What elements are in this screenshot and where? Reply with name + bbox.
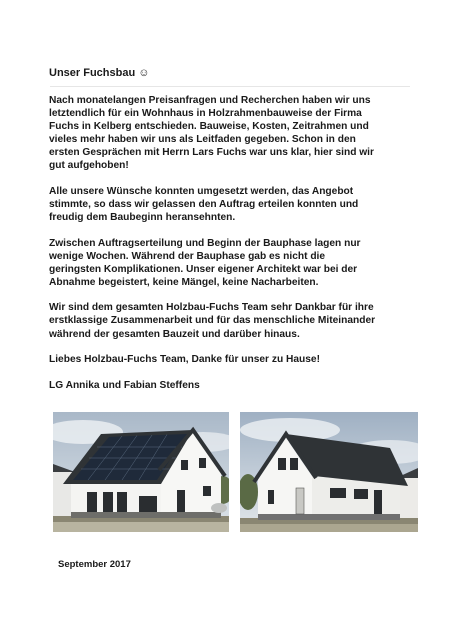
text-line: LG Annika und Fabian Steffens (49, 379, 200, 391)
text-line: letztendlich für ein Wohnhaus in Holzrahmenbauweise der Firma (49, 108, 362, 120)
text-line: vieles mehr haben wir uns als Leitfaden gegeben. Schon in den (49, 134, 356, 146)
text-line: während der gesamten Bauzeit und darüber hinaus. (49, 328, 300, 340)
paragraph (49, 237, 411, 289)
paragraph (49, 94, 411, 173)
text-line: ersten Gesprächen mit Herrn Lars Fuchs war uns klar, hier sind wir (49, 147, 374, 159)
signature (49, 379, 411, 392)
text-line: Zwischen Auftragserteilung und Beginn der Bauphase lagen nur (49, 237, 361, 249)
text-line: Fuchs in Kelberg entschieden. Bauweise, Kosten, Zeitrahmen und (49, 121, 369, 133)
text-line: Wir sind dem gesamten Holzbau-Fuchs Team sehr Dankbar für ihre (49, 302, 374, 314)
text-line: Abnahme begeistert, keine Mängel, keine Nacharbeiten. (49, 276, 319, 288)
top-rule (50, 86, 410, 87)
text-line: stimmte, so dass wir gelassen den Auftrag erteilen konnten und (49, 199, 359, 211)
document-date: September 2017 (58, 559, 131, 570)
document-body (49, 94, 411, 404)
document-title: Unser Fuchsbau ☺ (49, 67, 150, 79)
paragraph (49, 353, 411, 366)
text-line: freudig dem Baubeginn heransehnten. (49, 212, 236, 224)
text-line: erstklassige Zusammenarbeit und für das menschliche Miteinander (49, 315, 376, 327)
text-line: Alle unsere Wünsche konnten umgesetzt werden, das Angebot (49, 185, 354, 197)
text-line: gut aufgehoben! (49, 160, 129, 172)
house-solar-illustration (53, 412, 229, 532)
house-photo-solar (53, 412, 229, 532)
text-line: Liebes Holzbau-Fuchs Team, Danke für unser zu Hause! (49, 354, 320, 366)
paragraph (49, 301, 411, 340)
house-photo-side (240, 412, 418, 532)
paragraph (49, 185, 411, 224)
house-side-illustration (240, 412, 418, 532)
text-line: geringsten Komplikationen. Unser eigener Architekt war bei der (49, 263, 358, 275)
text-line: Nach monatelangen Preisanfragen und Recherchen haben wir uns (49, 95, 371, 106)
text-line: wenige Wochen. Während der Bauphase gab es nicht die (49, 250, 326, 262)
